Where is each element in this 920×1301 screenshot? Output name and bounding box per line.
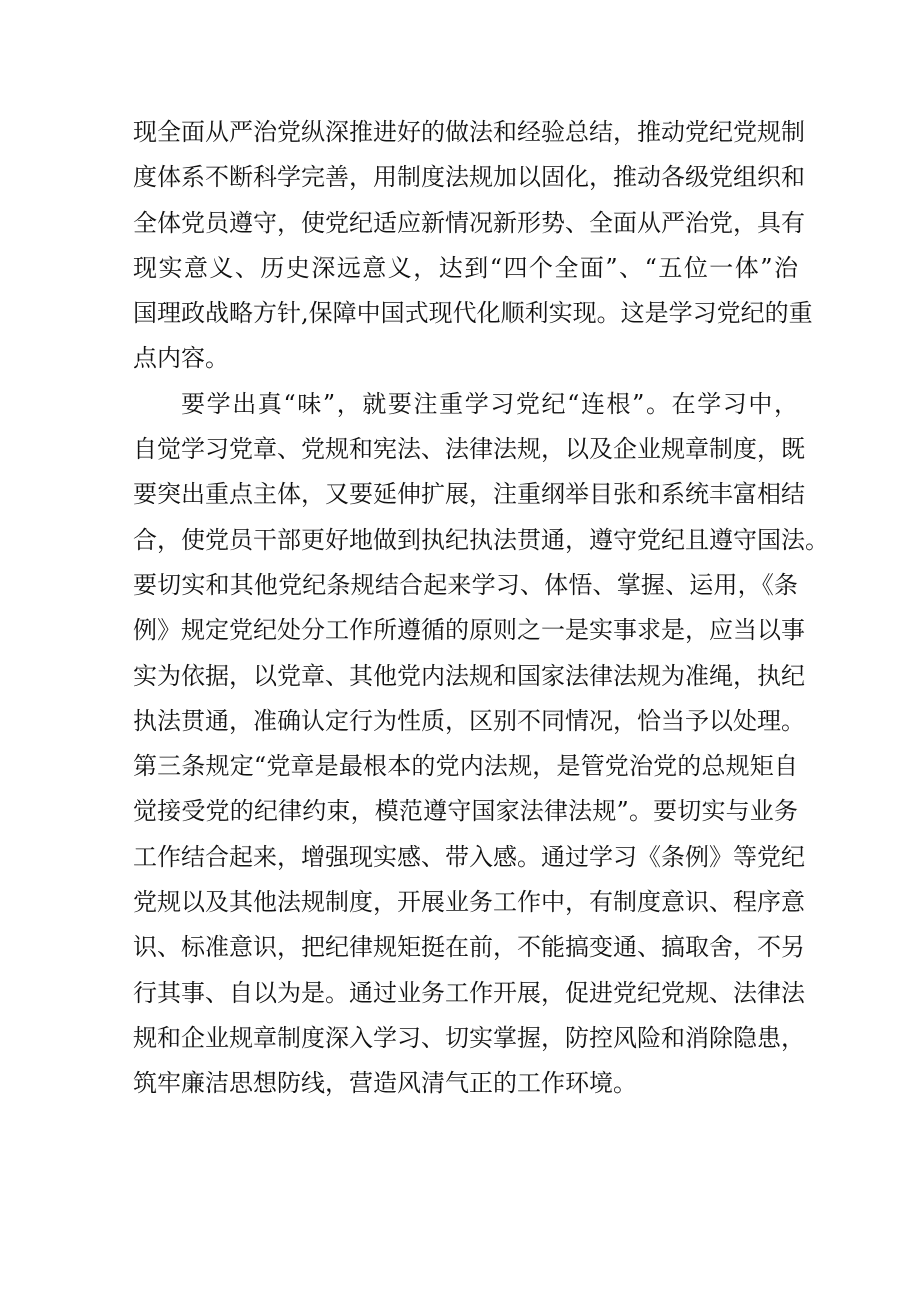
text-line: 规和企业规章制度深入学习、切实掌握，防控风险和消除隐患， — [133, 1023, 805, 1052]
text-line: 实为依据，以党章、其他党内法规和国家法律法规为准绳，执纪 — [133, 661, 805, 690]
text-line: 第三条规定“党章是最根本的党内法规，是管党治党的总规矩自 — [133, 752, 798, 781]
text-line: 点内容。 — [133, 344, 229, 373]
text-line: 自觉学习党章、党规和宪法、法律法规，以及企业规章制度，既 — [133, 435, 805, 464]
paragraph-2 — [133, 382, 829, 1107]
text-line: 行其事、自以为是。通过业务工作开展，促进党纪党规、法律法 — [133, 978, 805, 1007]
text-line: 觉接受党的纪律约束，模范遵守国家法律法规”。要切实与业务 — [133, 797, 798, 826]
text-line: 执法贯通，准确认定行为性质，区别不同情况，恰当予以处理。 — [133, 706, 805, 735]
text-line: 例》规定党纪处分工作所遵循的原则之一是实事求是，应当以事 — [133, 616, 805, 645]
text-line: 现实意义、历史深远意义，达到“四个全面”、“五位一体”治 — [133, 253, 798, 282]
text-line: 要切实和其他党纪条规结合起来学习、体悟、掌握、运用，《条 — [133, 570, 798, 599]
text-line: 要学出真“味”，就要注重学习党纪“连根”。在学习中， — [181, 389, 798, 418]
text-line: 筑牢廉洁思想防线，营造风清气正的工作环境。 — [133, 1069, 637, 1098]
text-line: 度体系不断科学完善，用制度法规加以固化，推动各级党组织和 — [133, 163, 805, 192]
text-line: 要突出重点主体，又要延伸扩展，注重纲举目张和系统丰富相结 — [133, 480, 805, 509]
text-line: 全体党员遵守，使党纪适应新情况新形势、全面从严治党，具有 — [133, 208, 805, 237]
text-line: 国理政战略方针,保障中国式现代化顺利实现。这是学习党纪的重 — [133, 299, 813, 328]
paragraph-1 — [133, 110, 813, 382]
text-line: 党规以及其他法规制度，开展业务工作中，有制度意识、程序意 — [133, 888, 805, 917]
text-line: 识、标准意识，把纪律规矩挺在前，不能搞变通、搞取舍，不另 — [133, 933, 805, 962]
text-line: 合，使党员干部更好地做到执纪执法贯通，遵守党纪且遵守国法。 — [133, 525, 829, 554]
text-line: 现全面从严治党纵深推进好的做法和经验总结，推动党纪党规制 — [133, 118, 805, 146]
text-line: 工作结合起来，增强现实感、带入感。通过学习《条例》等党纪 — [133, 842, 805, 871]
body-text — [133, 110, 829, 1107]
